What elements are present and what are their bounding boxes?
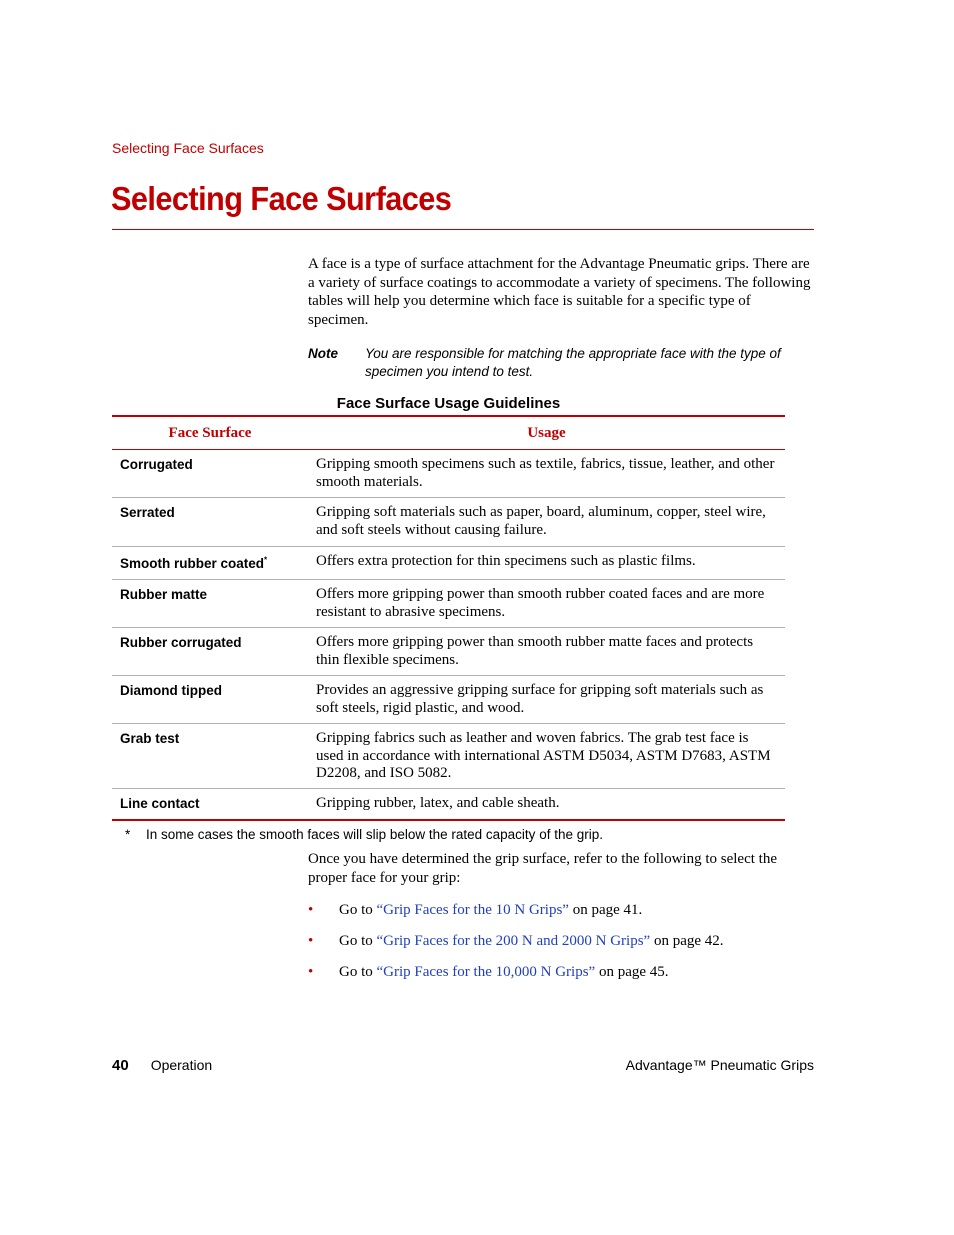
header-usage: Usage [527,424,566,441]
row-surface [112,498,316,546]
row-usage: Offers more gripping power than smooth rubber matte faces and protects thin flexible specimens. [316,634,754,668]
row-surface [112,789,316,819]
row-usage: Gripping soft materials such as paper, board, aluminum, copper, steel wire, and soft steels without causing failure. [316,504,766,538]
footer-section: Operation [150,1057,213,1073]
surface-label: Corrugated [120,457,193,472]
list-item-suffix: on page 41. [568,902,643,918]
table-row [112,628,785,676]
table-row [112,580,785,628]
row-usage: Provides an aggressive gripping surface for gripping soft materials such as soft steels, rigid plastic, and wood. [316,682,764,716]
table-row [112,724,785,789]
table-header-row [112,417,785,450]
surface-label: Smooth rubber coated [120,556,265,571]
page-title: Selecting Face Surfaces [111,180,452,217]
row-surface [112,547,316,579]
intro-paragraph: A face is a type of surface attachment for the Advantage Pneumatic grips. There are a variety of surface coatings to accommodate a variety of specimens. The following tables will help you determine which face is suitable for a specific type of specimen. [308,256,811,328]
title-rule [112,229,814,230]
table-row [112,450,785,498]
list-item-suffix: on page 45. [595,964,669,980]
surface-label: Serrated [120,505,175,520]
row-surface [112,580,316,627]
xref-link-10000n[interactable]: “Grip Faces for the 10,000 N Grips” [376,964,596,980]
running-head: Selecting Face Surfaces [112,140,264,156]
list-item-prefix: Go to [339,964,377,980]
table-row [112,676,785,724]
table-caption: Face Surface Usage Guidelines [336,395,561,412]
row-usage: Offers extra protection for thin specimens such as plastic films. [316,553,696,569]
row-usage: Offers more gripping power than smooth rubber coated faces and are more resistant to abrasive specimens. [316,586,765,620]
row-surface [112,450,316,497]
bullet-icon: • [308,933,314,949]
list-item-suffix: on page 42. [650,933,724,949]
footnote-mark: * [264,555,268,565]
row-usage: Gripping rubber, latex, and cable sheath. [316,795,560,811]
face-surface-table [112,415,785,821]
surface-label: Diamond tipped [120,683,222,698]
note-text: You are responsible for matching the appropriate face with the type of specimen you intend to test. [365,346,781,379]
list-item-prefix: Go to [339,933,377,949]
row-usage: Gripping smooth specimens such as textile, fabrics, tissue, leather, and other smooth materials. [316,456,775,490]
list-item-prefix: Go to [339,902,377,918]
table-row [112,547,785,580]
note-label: Note [308,346,338,361]
footer-left [112,1057,212,1074]
surface-label: Line contact [120,796,200,811]
list-item [308,933,724,964]
surface-label: Grab test [120,731,180,746]
table-row [112,498,785,547]
reference-list [308,902,724,995]
bullet-icon: • [308,902,314,918]
footer-product: Advantage™ Pneumatic Grips [625,1057,814,1073]
row-usage: Gripping fabrics such as leather and woven fabrics. The grab test face is used in accordance with international ASTM D5034, ASTM D7683, ASTM D2208, and ISO 5082. [316,730,771,781]
row-surface [112,628,316,675]
bullet-icon: • [308,964,314,980]
xref-link-10n[interactable]: “Grip Faces for the 10 N Grips” [376,902,569,918]
row-surface [112,676,316,723]
header-face-surface: Face Surface [168,424,252,441]
footnote-text: In some cases the smooth faces will slip below the rated capacity of the grip. [146,827,603,842]
table-row [112,789,785,819]
surface-label: Rubber corrugated [120,635,242,650]
row-surface [112,724,316,788]
page-number: 40 [112,1057,129,1074]
list-item [308,964,724,995]
footnote-asterisk: * [125,827,131,842]
followup-paragraph: Once you have determined the grip surface, refer to the following to select the proper face for your grip: [308,851,777,886]
surface-label: Rubber matte [120,587,208,602]
xref-link-200n-2000n[interactable]: “Grip Faces for the 200 N and 2000 N Grips” [376,933,651,949]
list-item [308,902,724,933]
